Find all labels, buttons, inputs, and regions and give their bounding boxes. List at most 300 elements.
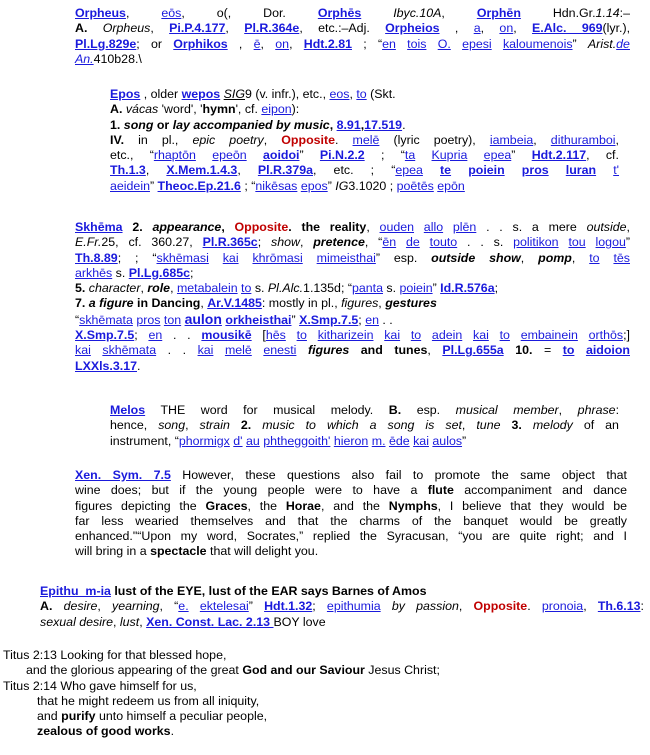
text-run (574, 343, 586, 357)
citation-link[interactable]: Hdt.2.81 (303, 36, 352, 51)
greek-link[interactable]: kai (473, 328, 489, 343)
text-run: , (366, 220, 380, 234)
text-run (209, 251, 223, 265)
greek-link[interactable]: on (275, 36, 290, 51)
text-run (421, 328, 432, 342)
text-run: , (427, 343, 443, 358)
text-run: , (237, 163, 258, 178)
text-run: , (329, 117, 337, 132)
text-run: melody (532, 418, 573, 433)
text-run (489, 328, 500, 342)
text-run: , the (247, 498, 286, 513)
skhema-line-5 (75, 281, 630, 296)
greek-link[interactable]: allo (423, 220, 444, 234)
greek-link[interactable]: plēn (452, 220, 477, 234)
citation-link[interactable]: X.Smp.7.5 (299, 312, 359, 327)
text-run: (lyric poetry), (379, 132, 490, 147)
text-run: . (288, 220, 302, 234)
citation-link[interactable]: Hdt.1.32 (264, 599, 313, 614)
greek-link[interactable]: melē (352, 132, 380, 147)
headword-epithumia[interactable]: Epithu_m-ia (40, 584, 111, 598)
greek-link[interactable]: en (365, 312, 379, 327)
text-run: , “ (364, 235, 383, 250)
citation-link[interactable]: Pl.R.365c (202, 235, 258, 250)
greek-link[interactable]: poiein (468, 163, 505, 178)
greek-link[interactable]: tēs (613, 250, 630, 265)
citation-link[interactable]: 8.91 (336, 117, 361, 132)
text-run: ” (291, 312, 300, 327)
text-run: , o(, Dor. (181, 6, 318, 20)
titus-line-2 (3, 663, 603, 678)
text-run: wine does; but if the young people were to have a (75, 483, 428, 498)
melos-line-2 (110, 418, 619, 433)
text-run: the reality (301, 220, 367, 234)
text-run: . . (156, 343, 198, 358)
text-run (414, 220, 424, 234)
xen-line-3 (75, 499, 627, 514)
text-run: , (225, 21, 245, 36)
greek-link[interactable]: epea (395, 163, 423, 178)
greek-link[interactable]: epea (483, 148, 512, 163)
text-run: : (640, 599, 644, 614)
headword-melos[interactable]: Melos (110, 403, 146, 417)
greek-link[interactable]: skhēmasi (156, 250, 209, 265)
greek-link[interactable]: arkhēs (75, 265, 113, 280)
text-run: unto himself a peculiar people, (95, 709, 268, 724)
epos-line-5 (110, 148, 619, 163)
text-run: accompaniment and dance (453, 483, 627, 498)
skhema-line-10 (75, 359, 630, 374)
opposite-marker: Opposite (234, 220, 289, 234)
epithumia-line-2 (40, 599, 644, 614)
orpheus-line-2 (75, 21, 630, 36)
greek-link[interactable]: pros (136, 312, 161, 327)
text-run: ” (432, 281, 441, 296)
citation-link[interactable]: Pi.N.2.2 (319, 148, 365, 163)
text-run: 10. (515, 343, 533, 358)
citation-link[interactable]: 17.519 (364, 117, 403, 132)
text-run (462, 328, 473, 342)
text-run: and tunes (360, 343, 428, 358)
epithumia-line-3 (40, 615, 644, 630)
greek-link[interactable]: kai (75, 343, 91, 358)
citation-link[interactable]: An. (75, 51, 94, 66)
text-run: 25, cf. 360.27, (101, 235, 203, 250)
text-run: vácas (125, 102, 159, 117)
greek-link[interactable]: kai (384, 328, 401, 343)
citation-link[interactable]: X.Mem.1.4.3 (166, 163, 238, 178)
text-run: ; “ (351, 36, 383, 51)
text-run: . (137, 358, 141, 373)
citation-link[interactable]: Pi.P.4.177 (169, 21, 226, 36)
text-run: tune (476, 418, 501, 433)
greek-link[interactable]: d' (233, 433, 243, 448)
text-run (505, 163, 522, 177)
greek-link[interactable]: kaloumenois (502, 36, 573, 51)
greek-link[interactable]: ton (163, 312, 182, 327)
text-run: zealous of good works (37, 724, 171, 739)
greek-link[interactable]: epeōn (212, 148, 247, 163)
citation-link[interactable]: LXXls.3.17 (75, 358, 137, 373)
greek-link[interactable]: tois (407, 36, 427, 51)
greek-link[interactable]: mousikē (201, 328, 252, 343)
text-run: , (360, 117, 365, 132)
citation-link[interactable]: Pl.R.379a (257, 163, 313, 178)
greek-link[interactable]: nikēsas (255, 178, 298, 193)
text-run: , (139, 614, 147, 629)
text-run: ; (312, 599, 327, 614)
text-run (303, 251, 317, 265)
citation-link[interactable]: Th.1.3 (110, 163, 146, 178)
titus-line-6 (3, 724, 603, 739)
greek-link[interactable]: ēn (382, 235, 397, 250)
text-run: ; (257, 235, 271, 250)
text-run: figure (99, 296, 134, 311)
greek-link[interactable]: skhēmata (102, 343, 157, 358)
text-run: 1. (110, 117, 121, 132)
text-run (361, 6, 393, 20)
text-run: , etc.:–Adj. (299, 21, 386, 36)
text-run (596, 163, 613, 177)
text-run: that he might redeem us from all iniquity, (37, 693, 260, 708)
text-run (296, 343, 308, 357)
text-run: , (439, 21, 474, 36)
citation-link[interactable]: de (616, 36, 630, 51)
text-run: , (615, 132, 619, 147)
greek-link[interactable]: aulon (184, 310, 222, 327)
greek-link[interactable]: tou (568, 235, 586, 250)
text-run: ” (572, 36, 588, 51)
text-run: appearance (152, 220, 222, 234)
skhema-line-9 (75, 343, 630, 358)
citation-link[interactable]: Theoc.Ep.21.6 (157, 178, 241, 193)
text-run: and (37, 709, 62, 724)
greek-link[interactable]: to (589, 250, 600, 265)
text-run: : mostly in pl., (261, 296, 342, 311)
greek-link[interactable]: kitharizein (317, 328, 374, 343)
greek-link[interactable]: a (473, 21, 481, 36)
greek-link[interactable]: epōn (437, 178, 465, 193)
text-run: , (145, 163, 167, 178)
titus-line-3 (3, 679, 603, 694)
greek-link[interactable]: ēde (388, 433, 410, 448)
citation-link[interactable]: Xen. Const. Lac. 2.13 (146, 614, 274, 629)
text-run: by passion (391, 599, 459, 614)
text-run: . (527, 599, 542, 614)
text-run: However, these questions also fail to promote the same object that (170, 468, 627, 482)
greek-link[interactable]: en (382, 36, 396, 51)
text-run: [ (251, 328, 266, 343)
greek-link[interactable]: eos (329, 87, 350, 101)
text-run: . . s. a mere (476, 220, 587, 234)
text-run (396, 235, 406, 249)
text-run (443, 220, 453, 234)
greek-link[interactable]: to (562, 343, 575, 358)
text-run (467, 148, 483, 162)
greek-link[interactable]: panta (351, 281, 383, 296)
text-run (451, 37, 462, 51)
greek-link[interactable]: kai (222, 250, 239, 265)
text-run: , (533, 132, 551, 147)
greek-link[interactable]: to (499, 328, 510, 343)
text-run: ” (327, 178, 336, 193)
text-run: strain (199, 418, 230, 433)
text-run: musical member (455, 403, 559, 417)
greek-link[interactable]: adein (431, 328, 463, 343)
text-run: , (520, 250, 539, 265)
greek-link[interactable]: au (246, 433, 260, 448)
text-run: , (97, 599, 112, 614)
text-run (143, 220, 153, 234)
greek-link[interactable]: on (499, 21, 514, 36)
orpheus-line-4 (75, 52, 630, 67)
text-run: ” (299, 148, 320, 163)
citation-link[interactable]: E.Alc. 969 (532, 21, 603, 36)
text-run: Horae (285, 498, 321, 513)
entry-xen-sym (75, 468, 627, 560)
greek-link[interactable]: t' (613, 163, 620, 178)
text-run: 7. (75, 296, 86, 311)
text-run: (lyr.), (602, 21, 631, 36)
text-run: enhanced."“Upon my word, Socrates,” replied the Syracusan, “you are quite right; and I (75, 529, 627, 544)
text-run (510, 328, 521, 342)
text-run: , etc. ; “ (313, 163, 396, 178)
greek-link[interactable]: poētēs (396, 178, 434, 193)
greek-link[interactable]: dithuramboi (550, 132, 616, 147)
text-run: , (461, 418, 477, 433)
entry-skhema (75, 220, 630, 374)
greek-link[interactable]: mimeisthai (316, 250, 376, 265)
greek-link[interactable]: epesi (462, 36, 492, 51)
entry-epithumia (40, 584, 644, 630)
text-run: of an (572, 418, 619, 433)
text-run (451, 163, 468, 177)
greek-link[interactable]: luran (565, 163, 597, 178)
text-run: figures (341, 296, 379, 311)
orpheus-line-1 (75, 6, 630, 21)
greek-link[interactable]: Kupria (431, 148, 468, 163)
greek-link[interactable]: O. (437, 36, 451, 51)
greek-link[interactable]: de (405, 235, 420, 250)
text-run: , (458, 599, 474, 614)
text-run: , (170, 281, 177, 296)
greek-link[interactable]: khrōmasi (252, 250, 303, 265)
text-run: . (335, 132, 353, 147)
greek-link[interactable]: ouden (379, 220, 415, 234)
text-run: = (532, 343, 563, 358)
text-run: . (170, 724, 175, 739)
citation-link[interactable]: Pl.Lg.655a (442, 343, 504, 358)
text-run: hence, (110, 418, 159, 433)
text-run: song (158, 418, 186, 433)
greek-link[interactable]: pronoia (541, 599, 584, 614)
opposite-marker: Opposite (473, 599, 528, 614)
greek-link[interactable]: Orphēs (317, 6, 362, 20)
text-run (500, 418, 511, 432)
greek-link[interactable]: wepos (181, 87, 221, 101)
text-run: ; (134, 328, 149, 343)
text-run: lay accompanied by music (172, 117, 330, 132)
text-run: , I believe that they would be (437, 498, 627, 513)
text-run: SIG (223, 87, 245, 101)
text-run: sexual desire (40, 614, 114, 629)
text-run: :– (619, 6, 631, 20)
greek-link[interactable]: e. (178, 599, 189, 614)
text-run: Nymphs (388, 498, 438, 513)
text-run: ” (248, 599, 265, 614)
greek-link[interactable]: kai (413, 433, 429, 448)
greek-link[interactable]: aulos (432, 433, 463, 448)
text-run: ” (149, 178, 158, 193)
greek-link[interactable]: rhaptōn (153, 148, 196, 163)
text-run: 'word', ' (158, 102, 203, 117)
skhema-line-8 (75, 328, 630, 343)
greek-link[interactable]: orkheisthai (225, 312, 292, 327)
text-run: , (289, 36, 304, 51)
text-run: : (615, 403, 620, 417)
greek-link[interactable]: Orphēn (476, 6, 521, 20)
text-run: outside (586, 220, 627, 234)
epos-line-1 (110, 87, 619, 102)
text-run: “ (75, 312, 80, 327)
greek-link[interactable]: metabalein (176, 281, 238, 296)
greek-link[interactable]: to (241, 281, 252, 296)
text-run (559, 235, 569, 249)
text-run: E.Fr. (75, 235, 102, 250)
citation-link[interactable]: Xen. Sym. 7.5 (75, 468, 171, 482)
text-run: 5. (75, 281, 86, 296)
greek-link[interactable]: to (356, 87, 367, 101)
greek-link[interactable]: pros (521, 163, 549, 178)
greek-link[interactable]: ē (253, 36, 261, 51)
text-run: pomp (538, 250, 572, 265)
text-run (373, 328, 384, 342)
text-run: 3. (511, 418, 522, 433)
citation-link[interactable]: Pl.R.364e (244, 21, 300, 36)
text-run (426, 37, 437, 51)
text-run: . . (378, 312, 393, 327)
greek-link[interactable]: phtheggoith' (263, 433, 331, 448)
text-run (213, 343, 225, 357)
text-run (492, 37, 503, 51)
greek-link[interactable]: aidoion (585, 343, 630, 358)
text-run: lust (119, 614, 140, 629)
citation-link[interactable]: Th.6.13 (597, 599, 641, 614)
greek-link[interactable]: hēs (265, 328, 286, 343)
headword-skhema[interactable]: Skhēma (75, 220, 123, 234)
greek-link[interactable]: touto (429, 235, 458, 250)
text-run: , (200, 296, 208, 311)
greek-link[interactable]: aoidoi (262, 148, 300, 163)
text-run: , (441, 6, 477, 20)
greek-link[interactable]: epithumia (326, 599, 381, 614)
greek-link[interactable]: to (410, 328, 422, 343)
text-run (415, 148, 431, 162)
text-run: Ibyc.10A (393, 6, 442, 20)
greek-link[interactable]: hieron (333, 433, 369, 448)
greek-link[interactable]: eipon (261, 102, 292, 117)
text-run: role (147, 281, 171, 296)
text-run: ', cf. (235, 102, 262, 117)
citation-link[interactable]: Hdt.2.117 (531, 148, 587, 163)
text-run: and the glorious appearing of the great (26, 663, 243, 678)
skhema-line-2 (75, 235, 630, 250)
text-run: (Skt. (366, 87, 396, 101)
greek-link[interactable]: aeidein (110, 178, 150, 193)
text-run: , and the (320, 498, 389, 513)
text-run: a (88, 296, 100, 311)
greek-link[interactable]: enesti (263, 343, 297, 358)
text-run: A. (40, 599, 53, 614)
headword-epos[interactable]: Epos (110, 87, 141, 101)
greek-link[interactable]: en (148, 328, 163, 343)
text-run: gestures (385, 296, 437, 311)
greek-link[interactable]: kai (197, 343, 214, 358)
greek-link[interactable]: orthōs (588, 328, 624, 343)
greek-link[interactable]: poiein (399, 281, 433, 296)
citation-link[interactable]: Ar.V.1485 (207, 296, 262, 311)
text-run (189, 599, 200, 613)
text-run: ): (291, 102, 300, 117)
epos-line-4 (110, 133, 619, 148)
greek-link[interactable]: epos (300, 178, 328, 193)
text-run (91, 343, 103, 357)
citation-link[interactable]: Pl.Lg.829e (75, 36, 137, 51)
text-run: , (558, 403, 578, 417)
greek-link[interactable]: embainein (520, 328, 578, 343)
text-run (239, 251, 253, 265)
greek-link[interactable]: Orphikos (173, 36, 228, 51)
greek-link[interactable]: phormigx (178, 433, 230, 448)
greek-link[interactable]: politikon (513, 235, 559, 250)
citation-link[interactable]: Th.8.89 (75, 250, 118, 265)
text-run (400, 328, 411, 342)
text-run (396, 37, 407, 51)
text-run: , (349, 87, 357, 101)
greek-link[interactable]: ta (404, 148, 416, 163)
citation-link[interactable]: Id.R.576a (440, 281, 495, 296)
greek-link[interactable]: Orpheios (385, 21, 440, 36)
greek-link[interactable]: iambeia (489, 132, 534, 147)
text-run: , (571, 250, 590, 265)
greek-link[interactable]: logou (595, 235, 626, 250)
greek-link[interactable]: m. (371, 433, 386, 448)
entry-melos (110, 403, 619, 449)
greek-link[interactable]: eōs (161, 6, 182, 20)
text-run: B. (388, 403, 402, 417)
greek-link[interactable]: to (296, 328, 307, 343)
greek-link[interactable]: te (440, 163, 452, 178)
headword-orpheus[interactable]: Orpheus (75, 6, 126, 20)
text-run: s. (251, 281, 268, 296)
text-run: desire (63, 599, 98, 614)
greek-link[interactable]: melē (224, 343, 252, 358)
text-run: Arist. (587, 36, 617, 51)
text-run (123, 220, 133, 234)
text-run: , (260, 36, 276, 51)
text-run: figures depicting the (75, 498, 206, 513)
text-run (87, 21, 102, 35)
text-run: pretence (313, 235, 365, 250)
citation-link[interactable]: X.Smp.7.5 (75, 328, 135, 343)
text-run: Graces (205, 498, 248, 513)
greek-link[interactable]: ektelesai (199, 599, 249, 614)
text-run: Titus 2:14 Who gave himself for us, (3, 678, 197, 693)
citation-link[interactable]: Pl.Lg.685c (128, 265, 191, 280)
text-run (251, 418, 262, 432)
text-run: BOY love (273, 614, 326, 629)
greek-link[interactable]: skhēmata (79, 312, 133, 327)
